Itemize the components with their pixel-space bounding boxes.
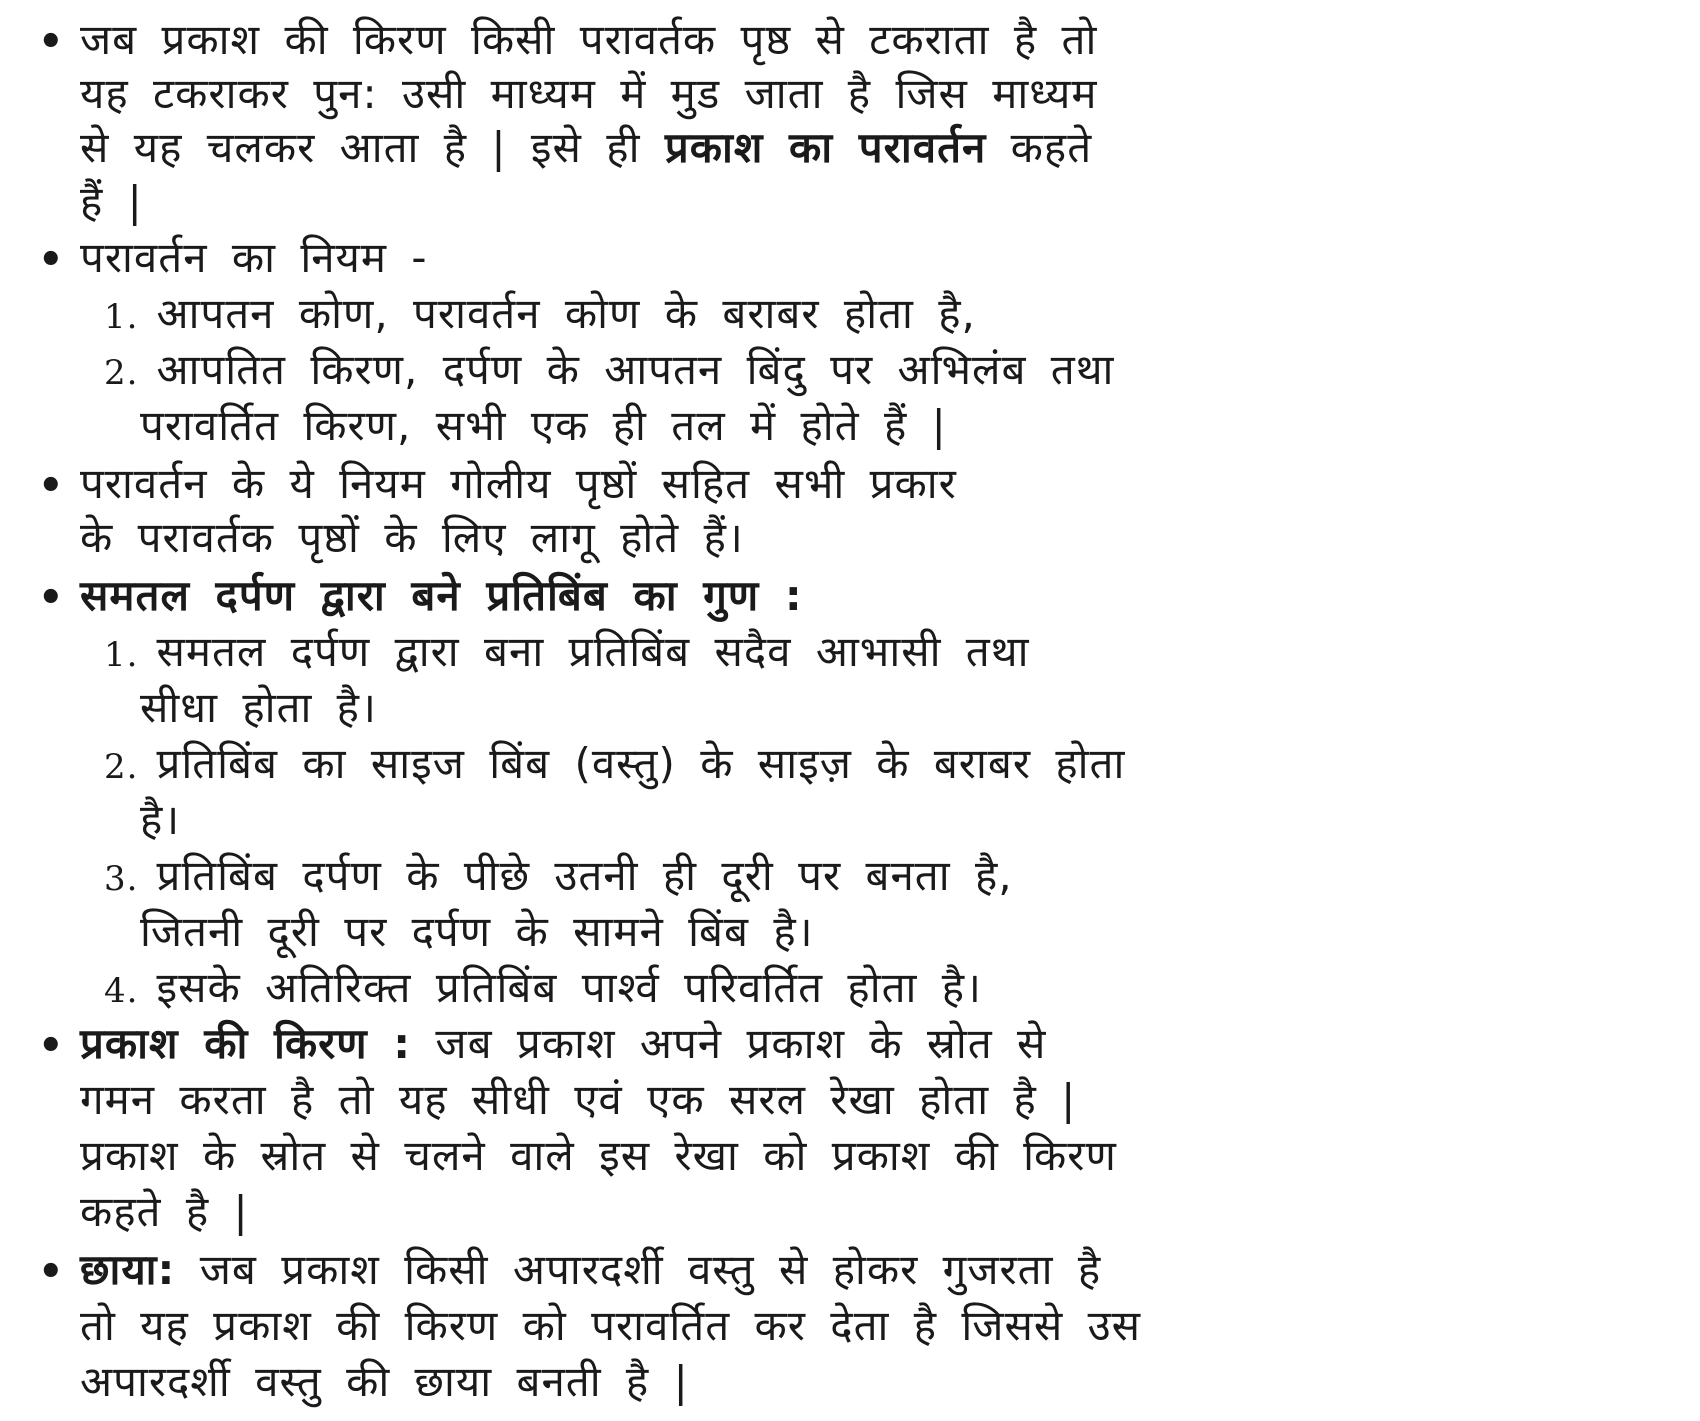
paragraph-reflection-line-3 bbox=[80, 120, 1092, 176]
law-item-2-continued: परावर्तित किरण, सभी एक ही तल में होते हैं | bbox=[140, 401, 947, 450]
item-number: 4. bbox=[104, 971, 139, 1011]
paragraph-shadow-line-1 bbox=[80, 1242, 1101, 1298]
item-number: 1. bbox=[104, 635, 139, 675]
law-item-2 bbox=[104, 342, 1114, 401]
heading-plane-mirror-image-properties: समतल दर्पण द्वारा बने प्रतिबिंब का गुण : bbox=[80, 571, 803, 620]
law-item-1 bbox=[104, 286, 976, 345]
text: कहते bbox=[986, 123, 1093, 172]
paragraph-ray-of-light-line-4: कहते है | bbox=[80, 1187, 249, 1236]
item-text: इसके अतिरिक्त प्रतिबिंब पार्श्व परिवर्तित होता है। bbox=[156, 963, 982, 1012]
property-item-4 bbox=[104, 960, 982, 1019]
term-shadow: छाया: bbox=[80, 1245, 176, 1294]
property-item-3 bbox=[104, 848, 1013, 907]
paragraph-laws-applicability-line-2: के परावर्तक पृष्ठों के लिए लागू होते हैं। bbox=[80, 513, 744, 562]
paragraph-laws-applicability-line-1: परावर्तन के ये नियम गोलीय पृष्ठों सहित सभी प्रकार bbox=[80, 459, 957, 508]
bullet-marker: • bbox=[38, 1023, 64, 1069]
item-text: प्रतिबिंब दर्पण के पीछे उतनी ही दूरी पर बनता है, bbox=[156, 851, 1013, 900]
paragraph-reflection-line-4: हैं | bbox=[80, 177, 143, 226]
bullet-marker: • bbox=[38, 1249, 64, 1295]
property-item-1 bbox=[104, 624, 1029, 683]
item-text: प्रतिबिंब का साइज बिंब (वस्तु) के साइज़ के बराबर होता bbox=[156, 739, 1126, 788]
paragraph-ray-of-light-line-3: प्रकाश के स्रोत से चलने वाले इस रेखा को प्रकाश की किरण bbox=[80, 1131, 1117, 1180]
paragraph-shadow-line-3: अपारदर्शी वस्तु की छाया बनती है | bbox=[80, 1357, 689, 1406]
term-ray-of-light: प्रकाश की किरण : bbox=[80, 1019, 412, 1068]
item-number: 2. bbox=[104, 353, 139, 393]
text: जब प्रकाश किसी अपारदर्शी वस्तु से होकर गुजरता है bbox=[175, 1245, 1102, 1294]
bullet-marker: • bbox=[38, 19, 64, 65]
item-number: 1. bbox=[104, 297, 139, 337]
paragraph-shadow-line-2: तो यह प्रकाश की किरण को परावर्तित कर देता है जिससे उस bbox=[80, 1301, 1141, 1350]
text: जब प्रकाश अपने प्रकाश के स्रोत से bbox=[411, 1019, 1047, 1068]
property-item-3-continued: जितनी दूरी पर दर्पण के सामने बिंब है। bbox=[140, 907, 814, 956]
paragraph-ray-of-light-line-2: गमन करता है तो यह सीधी एवं एक सरल रेखा होता है | bbox=[80, 1075, 1077, 1124]
paragraph-reflection-line-1: जब प्रकाश की किरण किसी परावर्तक पृष्ठ से टकराता है तो bbox=[80, 15, 1098, 64]
property-item-2-continued: है। bbox=[140, 795, 181, 844]
text: से यह चलकर आता है | इसे ही bbox=[80, 123, 665, 172]
term-reflection-of-light: प्रकाश का परावर्तन bbox=[664, 123, 987, 172]
heading-laws-of-reflection: परावर्तन का नियम - bbox=[80, 233, 428, 282]
bullet-marker: • bbox=[38, 575, 64, 621]
item-text: समतल दर्पण द्वारा बना प्रतिबिंब सदैव आभासी तथा bbox=[156, 627, 1030, 676]
item-text: आपतन कोण, परावर्तन कोण के बराबर होता है, bbox=[156, 289, 976, 338]
paragraph-ray-of-light-line-1 bbox=[80, 1016, 1046, 1072]
item-number: 2. bbox=[104, 747, 139, 787]
property-item-1-continued: सीधा होता है। bbox=[140, 683, 377, 732]
bullet-marker: • bbox=[38, 463, 64, 509]
item-text: आपतित किरण, दर्पण के आपतन बिंदु पर अभिलंब तथा bbox=[156, 345, 1115, 394]
property-item-2 bbox=[104, 736, 1125, 795]
paragraph-reflection-line-2: यह टकराकर पुन: उसी माध्यम में मुड जाता है जिस माध्यम bbox=[80, 69, 1098, 118]
bullet-marker: • bbox=[38, 237, 64, 283]
item-number: 3. bbox=[104, 859, 139, 899]
